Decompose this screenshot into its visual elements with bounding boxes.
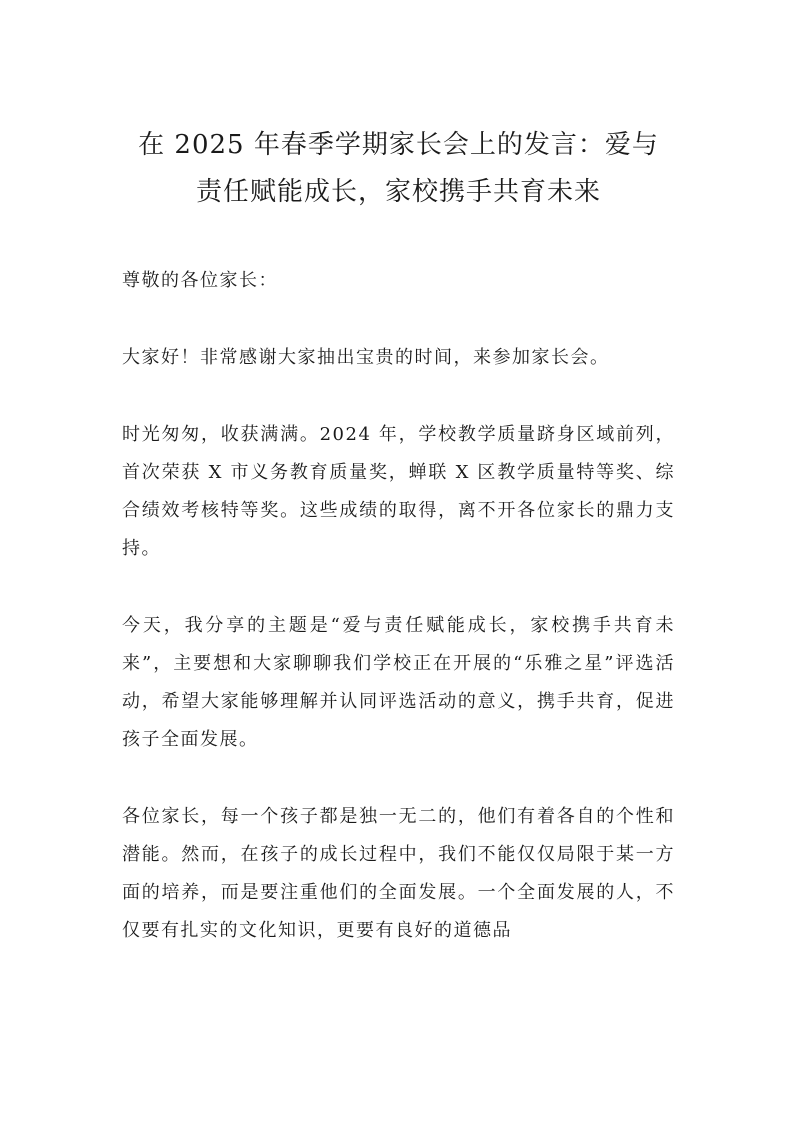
title-line-1: 在 2025 年春季学期家长会上的发言：爱与 bbox=[138, 130, 659, 160]
paragraph-greeting: 大家好！非常感谢大家抽出宝贵的时间，来参加家长会。 bbox=[122, 347, 610, 368]
document-title bbox=[102, 122, 695, 216]
document-body bbox=[122, 262, 675, 950]
paragraph-achievements: 时光匆匆，收获满满。2024 年，学校教学质量跻身区域前列，首次荣获 X 市义务教育质量奖，蝉联 X 区教学质量特等奖、综合绩效考核特等奖。这些成绩的取得，离不开各位家长的鼎力支持。 bbox=[122, 424, 675, 559]
paragraph-theme: 今天，我分享的主题是“爱与责任赋能成长，家校携手共育未来”，主要想和大家聊聊我们学校正在开展的“乐雅之星”评选活动，希望大家能够理解并认同评选活动的意义，携手共育，促进孩子全面发展。 bbox=[122, 615, 675, 750]
paragraph-salutation: 尊敬的各位家长： bbox=[122, 270, 278, 291]
paragraph-development: 各位家长，每一个孩子都是独一无二的，他们有着各自的个性和潜能。然而，在孩子的成长过程中，我们不能仅仅局限于某一方面的培养，而是要注重他们的全面发展。一个全面发展的人，不仅要有扎实的文化知识，更要有良好的道德品 bbox=[122, 806, 675, 941]
title-line-2: 责任赋能成长，家校携手共育未来 bbox=[195, 177, 601, 207]
